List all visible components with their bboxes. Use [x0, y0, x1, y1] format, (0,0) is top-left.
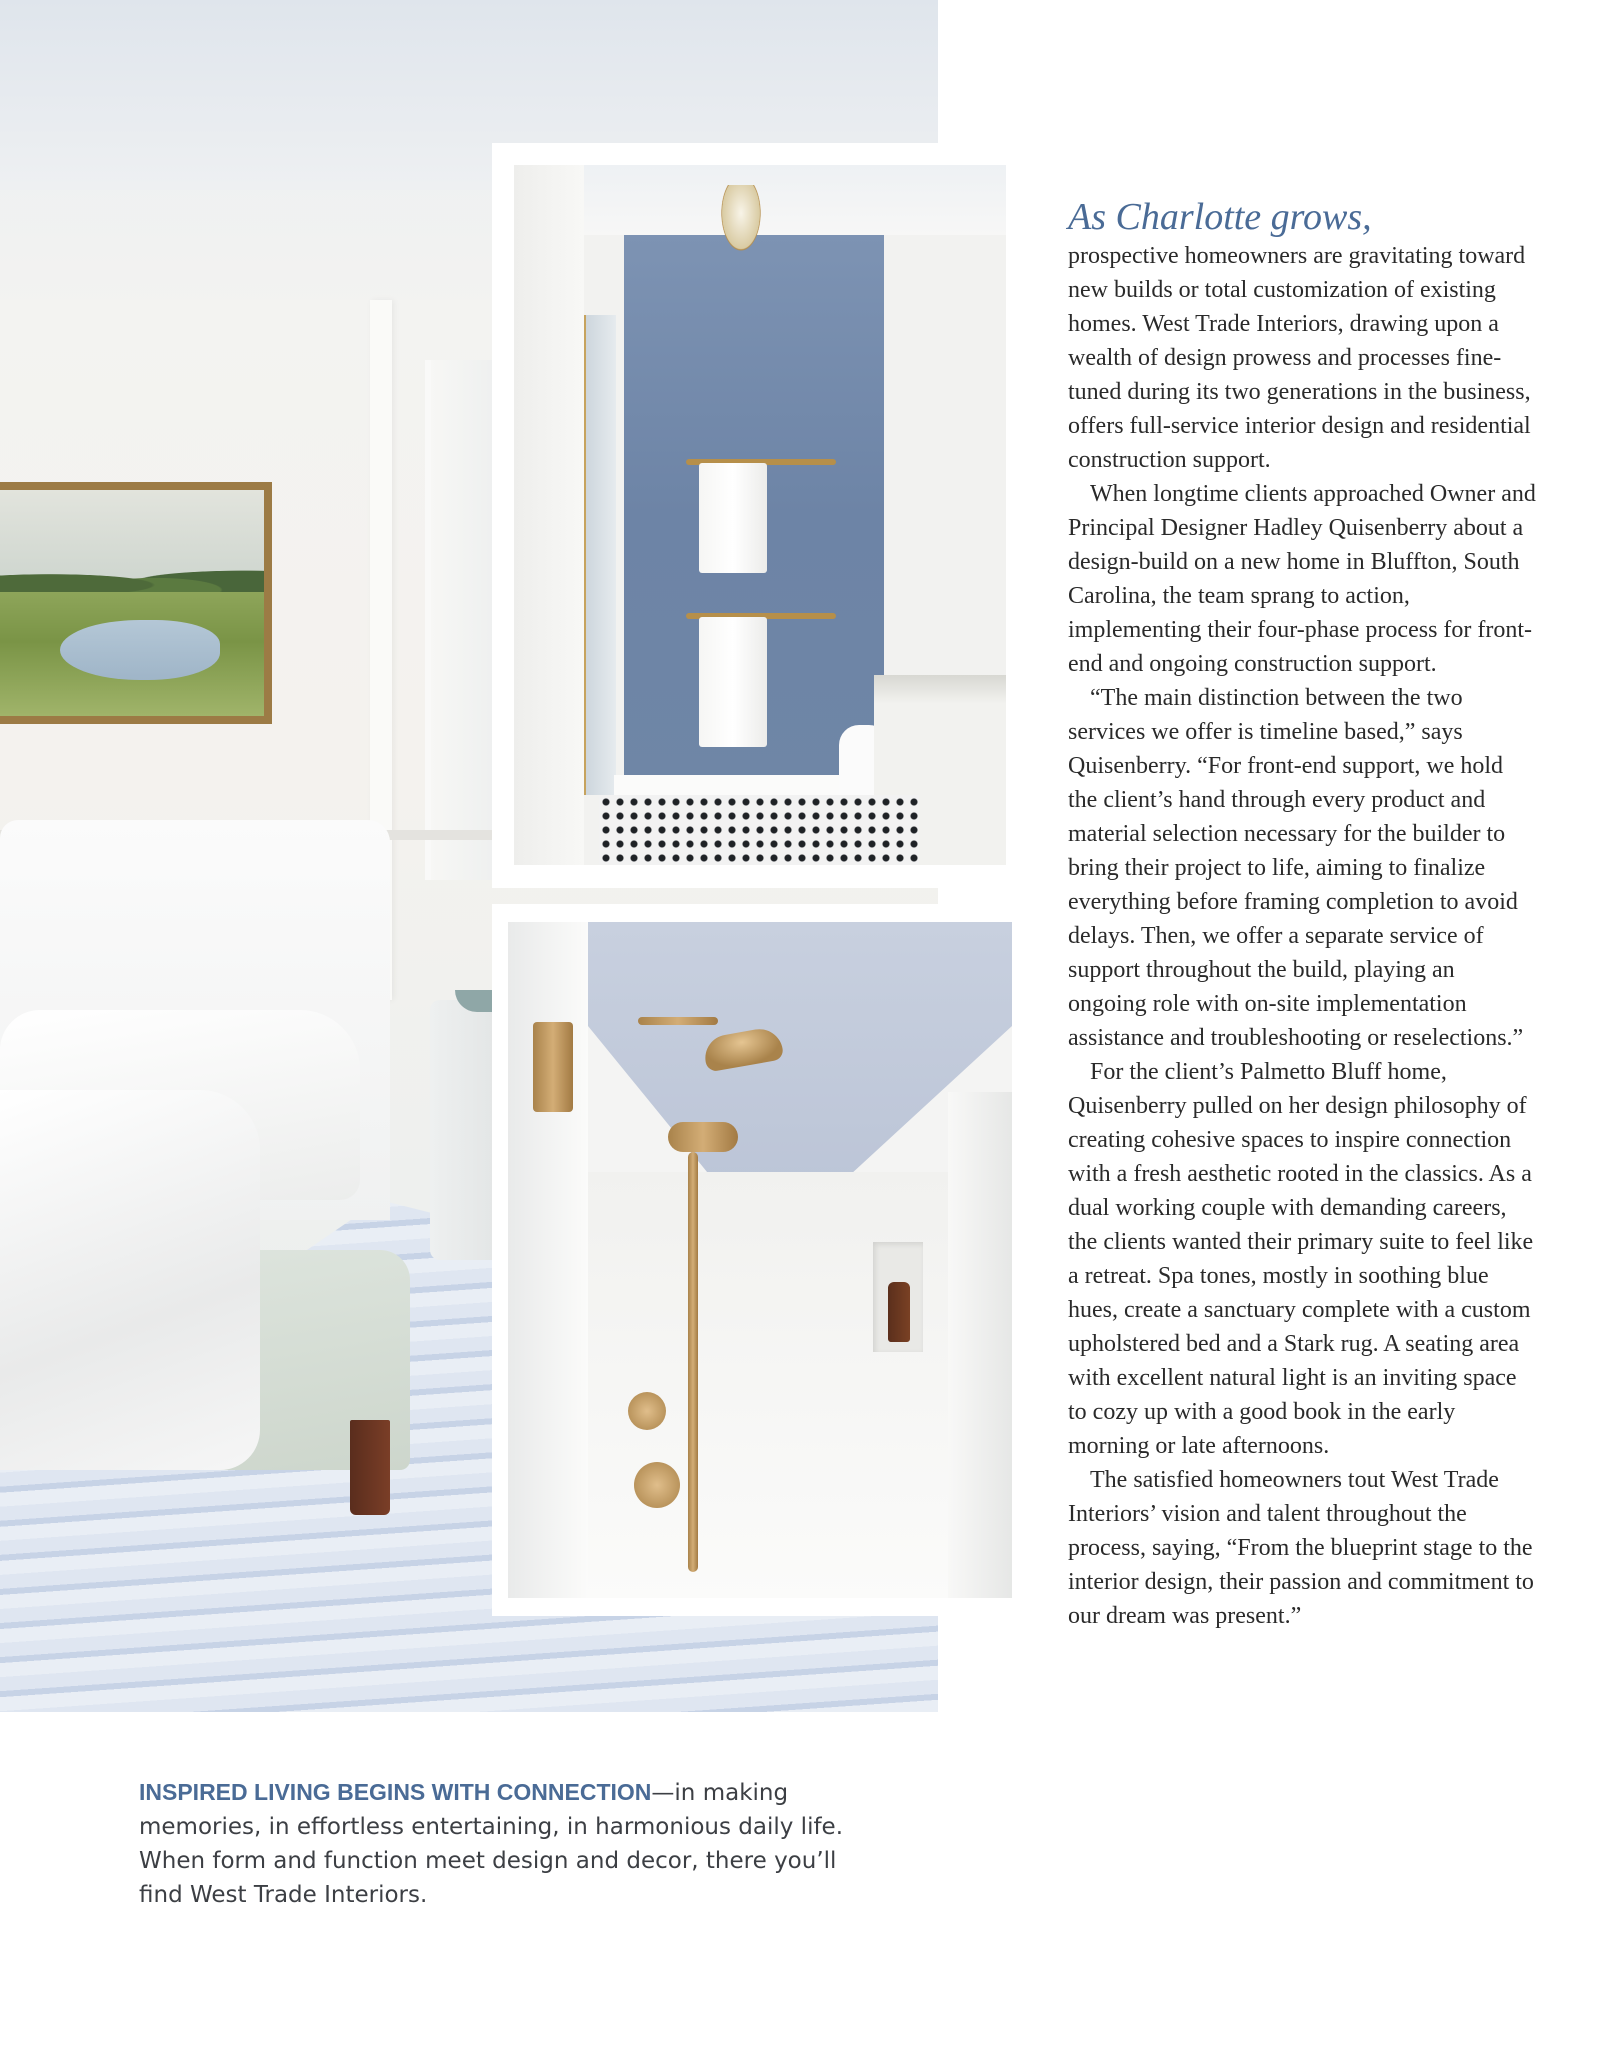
- paragraph: The satisfied homeowners tout West Trade Interiors’ vision and talent throughout the process, saying, “From the blueprint stage to the interior design, their passion and commitment to our dream was present.”: [1068, 1467, 1534, 1629]
- towel: [699, 463, 767, 573]
- dropin-heading: As Charlotte grows,: [1068, 196, 1372, 238]
- pendant-light: [719, 185, 763, 255]
- shower-arm: [638, 1017, 718, 1025]
- bathroom-photo: [492, 143, 1028, 888]
- paragraph: prospective homeowners are gravitating toward new builds or total customization of existing homes. West Trade Interiors, drawing upon a wealth of design prowess and processes fine-tuned during its two generations in the business, offers full-service interior design and residential construction support.: [1068, 243, 1531, 473]
- bed-leg: [350, 1420, 390, 1515]
- shower-photo: [492, 904, 1028, 1616]
- white-duvet: [0, 1090, 260, 1470]
- towel: [699, 617, 767, 747]
- glass-shower-door: [584, 315, 616, 795]
- caption-lead: INSPIRED LIVING BEGINS WITH CONNECTION: [139, 1779, 652, 1805]
- landscape-painting: [0, 482, 272, 724]
- door-handle: [533, 1022, 573, 1112]
- article-body: [1068, 195, 1538, 1633]
- mosaic-tile-floor: [599, 795, 919, 865]
- slide-bar: [688, 1152, 698, 1572]
- paragraph: For the client’s Palmetto Bluff home, Quisenberry pulled on her design philosophy of creating cohesive spaces to inspire connection with a fresh aesthetic rooted in the classics. As a dual working couple with demanding careers, the clients wanted their primary suite to feel like a retreat. Spa tones, mostly in soothing blue hues, create a sanctuary complete with a custom upholstered bed and a Stark rug. A seating area with excellent natural light is an inviting space to cozy up with a good book in the early morning or late afternoons.: [1068, 1059, 1534, 1459]
- paragraph: “The main distinction between the two services we offer is timeline based,” says Quisenberry. “For front-end support, we hold the client’s hand through every product and material selection necessary for the builder to bring their project to life, aiming to finalize everything before framing completion to avoid delays. Then, we offer a separate service of support throughout the build, playing an ongoing role with on-site implementation assistance and troubleshooting or reselections.”: [1068, 685, 1524, 1051]
- paragraph: When longtime clients approached Owner and Principal Designer Hadley Quisenberry about a design-build on a new home in Bluffton, South Carolina, the team sprang to action, implementing their four-phase process for front-end and ongoing construction support.: [1068, 481, 1536, 677]
- handshower: [668, 1122, 738, 1152]
- caption-body: —in making memories, in effortless entertaining, in harmonious daily life. When form and function meet design and decor, there you’ll find West Trade Interiors.: [139, 1780, 844, 1908]
- photo-caption: [139, 1775, 859, 1912]
- valve-knob: [628, 1392, 666, 1430]
- valve-knob: [634, 1462, 680, 1508]
- soap-bottle: [888, 1282, 910, 1342]
